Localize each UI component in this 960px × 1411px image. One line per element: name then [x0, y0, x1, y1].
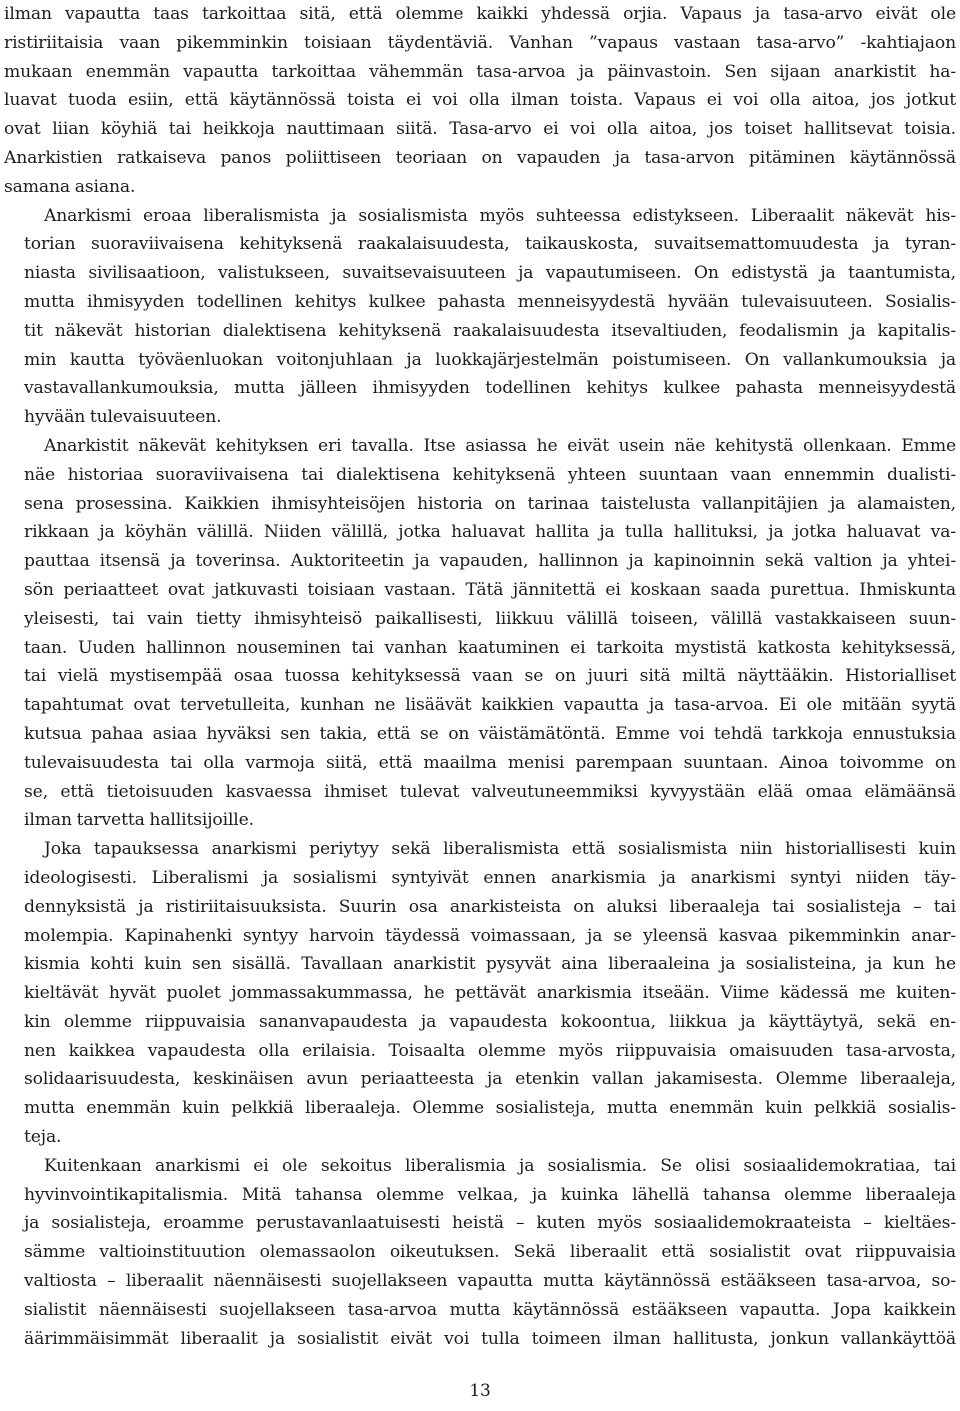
text-line: rikkaan ja köyhän välillä. Niiden välillä, jotka haluavat hallita ja tulla hallituksi, ja jotka haluavat va-: [24, 522, 956, 543]
text-line: hyvään tulevaisuuteen.: [24, 407, 222, 428]
text-line: näe historiaa suoraviivaisena tai dialektisena kehityksenä yhteen suuntaan vaan ennemmin dualisti-: [24, 464, 956, 485]
text-line: kin olemme riippuvaisia sananvapaudesta ja vapaudesta kokoontua, liikkua ja käyttäytyä, sekä en-: [24, 1011, 956, 1032]
text-line: Kuitenkaan anarkismi ei ole sekoitus liberalismia ja sosialismia. Se olisi sosiaalidemokratiaa, tai: [44, 1155, 956, 1176]
text-line: se, että tietoisuuden kasvaessa ihmiset tulevat valveutuneemmiksi kyvyystään elää omaa elämäänsä: [24, 781, 956, 802]
text-line: solidaarisuudesta, keskinäisen avun periaatteesta ja etenkin vallan jakamisesta. Olemme liberaaleja,: [24, 1069, 956, 1090]
text-line: sena prosessina. Kaikkien ihmisyhteisöjen historia on tarinaa taistelusta vallanpitäjien ja alamaisten,: [24, 493, 956, 514]
text-line: ideologisesti. Liberalismi ja sosialismi syntyivät ennen anarkismia ja anarkismi syntyi niiden täy-: [24, 867, 956, 888]
text-line: Anarkismi eroaa liberalismista ja sosialismista myös suhteessa edistykseen. Liberaalit näkevät his-: [44, 205, 956, 226]
page-number: 13: [469, 1381, 491, 1401]
text-line: yleisesti, tai vain tietty ihmisyhteisö paikallisesti, liikkuu välillä toiseen, välillä vastakkaiseen suun-: [24, 608, 956, 629]
paragraph: [4, 432, 956, 835]
text-line: äärimmäisimmät liberaalit ja sosialistit eivät voi tulla toimeen ilman hallitusta, jonkun vallankäyttöä: [24, 1328, 956, 1349]
text-line: luavat tuoda esiin, että käytännössä toista ei voi olla ilman toista. Vapaus ei voi olla aitoa, jos jotkut: [4, 90, 956, 111]
text-line: pauttaa itsensä ja toverinsa. Auktoriteetin ja vapauden, hallinnon ja kapinoinnin sekä valtion ja yhtei-: [24, 551, 956, 572]
text-line: hyvinvointikapitalismia. Mitä tahansa olemme velkaa, ja kuinka lähellä tahansa olemme liberaaleja: [24, 1184, 956, 1205]
text-line: nen kaikkea vapaudesta olla erilaisia. Toisaalta olemme myös riippuvaisia omaisuuden tasa-arvosta,: [24, 1040, 956, 1061]
body-text: [4, 0, 956, 1353]
text-line: mutta ihmisyyden todellinen kehitys kulkee pahasta menneisyydestä hyvään tulevaisuuteen. Sosialis-: [24, 291, 956, 312]
text-line: tai vielä mystisempää osaa tuossa kehityksessä vaan se on juuri sitä miltä näyttääkin. Historialliset: [24, 666, 956, 687]
text-line: ristiriitaisia vaan pikemminkin toisiaan täydentäviä. Vanhan ”vapaus vastaan tasa-arvo” -kahtiajaon: [4, 32, 956, 53]
text-line: dennyksistä ja ristiriitaisuuksista. Suurin osa anarkisteista on aluksi liberaaleja tai sosialisteja – tai: [24, 896, 956, 917]
text-line: ilman vapautta taas tarkoittaa sitä, että olemme kaikki yhdessä orjia. Vapaus ja tasa-arvo eivät ole: [4, 4, 956, 24]
text-line: kismia kohti kuin sen sisällä. Tavallaan anarkistit pysyvät aina liberaaleina ja sosialisteina, ja kun he: [24, 954, 956, 975]
text-line: ovat liian köyhiä tai heikkoja nauttimaan siitä. Tasa-arvo ei voi olla aitoa, jos toiset hallitsevat toisia.: [4, 119, 956, 140]
text-line: vastavallankumouksia, mutta jälleen ihmisyyden todellinen kehitys kulkee pahasta menneisyydestä: [24, 378, 956, 399]
text-line: kieltävät hyvät puolet jommassakummassa, he pettävät anarkismia itseään. Viime kädessä me kuiten-: [24, 983, 956, 1004]
text-line: valtiosta – liberaalit näennäisesti suojellakseen vapautta mutta käytännössä estääkseen tasa-arvoa, so-: [24, 1271, 956, 1292]
paragraph: [4, 0, 956, 202]
text-line: taan. Uuden hallinnon nouseminen tai vanhan kaatuminen ei tarkoita mystistä katkosta kehityksessä,: [24, 637, 956, 658]
text-line: sämme valtioinstituution olemassaolon oikeutuksen. Sekä liberaalit että sosialistit ovat riippuvaisia: [24, 1242, 956, 1263]
text-line: sön periaatteet ovat jatkuvasti toisiaan vastaan. Tätä jännitettä ei koskaan saada purettua. Ihmiskunta: [24, 579, 956, 600]
paragraph: [4, 1152, 956, 1354]
text-line: torian suoraviivaisena kehityksenä raakalaisuudesta, taikauskosta, suvaitsemattomuudesta ja tyran-: [24, 234, 956, 255]
text-line: ilman tarvetta hallitsijoille.: [24, 810, 254, 831]
text-line: ja sosialisteja, eroamme perustavanlaatuisesti heistä – kuten myös sosiaalidemokraateista – kieltäes-: [24, 1213, 956, 1234]
text-line: min kautta työväenluokan voitonjuhlaan ja luokkajärjestelmän poistumiseen. On vallankumouksia ja: [24, 349, 956, 370]
text-line: tapahtumat ovat tervetulleita, kunhan ne lisäävät kaikkien vapautta ja tasa-arvoa. Ei ole mitään syytä: [24, 695, 956, 716]
text-line: teja.: [24, 1127, 62, 1148]
text-line: Anarkistit näkevät kehityksen eri tavalla. Itse asiassa he eivät usein näe kehitystä ollenkaan. Emme: [44, 435, 956, 456]
text-line: mutta enemmän kuin pelkkiä liberaaleja. Olemme sosialisteja, mutta enemmän kuin pelkkiä sosialis-: [24, 1098, 956, 1119]
document-page: [4, 0, 956, 1411]
paragraph: [4, 835, 956, 1152]
paragraph: [4, 202, 956, 432]
text-line: Anarkistien ratkaiseva panos poliittiseen teoriaan on vapauden ja tasa-arvon pitäminen käytännössä: [4, 147, 956, 168]
text-line: samana asiana.: [4, 176, 136, 197]
text-line: mukaan enemmän vapautta tarkoittaa vähemmän tasa-arvoa ja päinvastoin. Sen sijaan anarkistit ha-: [4, 61, 956, 82]
text-line: Joka tapauksessa anarkismi periytyy sekä liberalismista että sosialismista niin historiallisesti kuin: [44, 839, 956, 860]
text-line: tit näkevät historian dialektisena kehityksenä raakalaisuudesta itsevaltiuden, feodalismin ja kapitalis-: [24, 320, 956, 341]
text-line: kutsua pahaa asiaa hyväksi sen takia, että se on väistämätöntä. Emme voi tehdä tarkkoja ennustuksia: [24, 723, 956, 744]
text-line: sialistit näennäisesti suojellakseen tasa-arvoa mutta käytännössä estääkseen vapautta. Jopa kaikkein: [24, 1299, 956, 1320]
text-line: tulevaisuudesta tai olla varmoja siitä, että maailma menisi parempaan suuntaan. Ainoa toivomme on: [24, 752, 956, 773]
text-line: molempia. Kapinahenki syntyy harvoin täydessä voimassaan, ja se yleensä kasvaa pikemminkin anar-: [24, 925, 956, 946]
text-line: niasta sivilisaatioon, valistukseen, suvaitsevaisuuteen ja vapautumiseen. On edistystä ja taantumista,: [24, 263, 956, 284]
